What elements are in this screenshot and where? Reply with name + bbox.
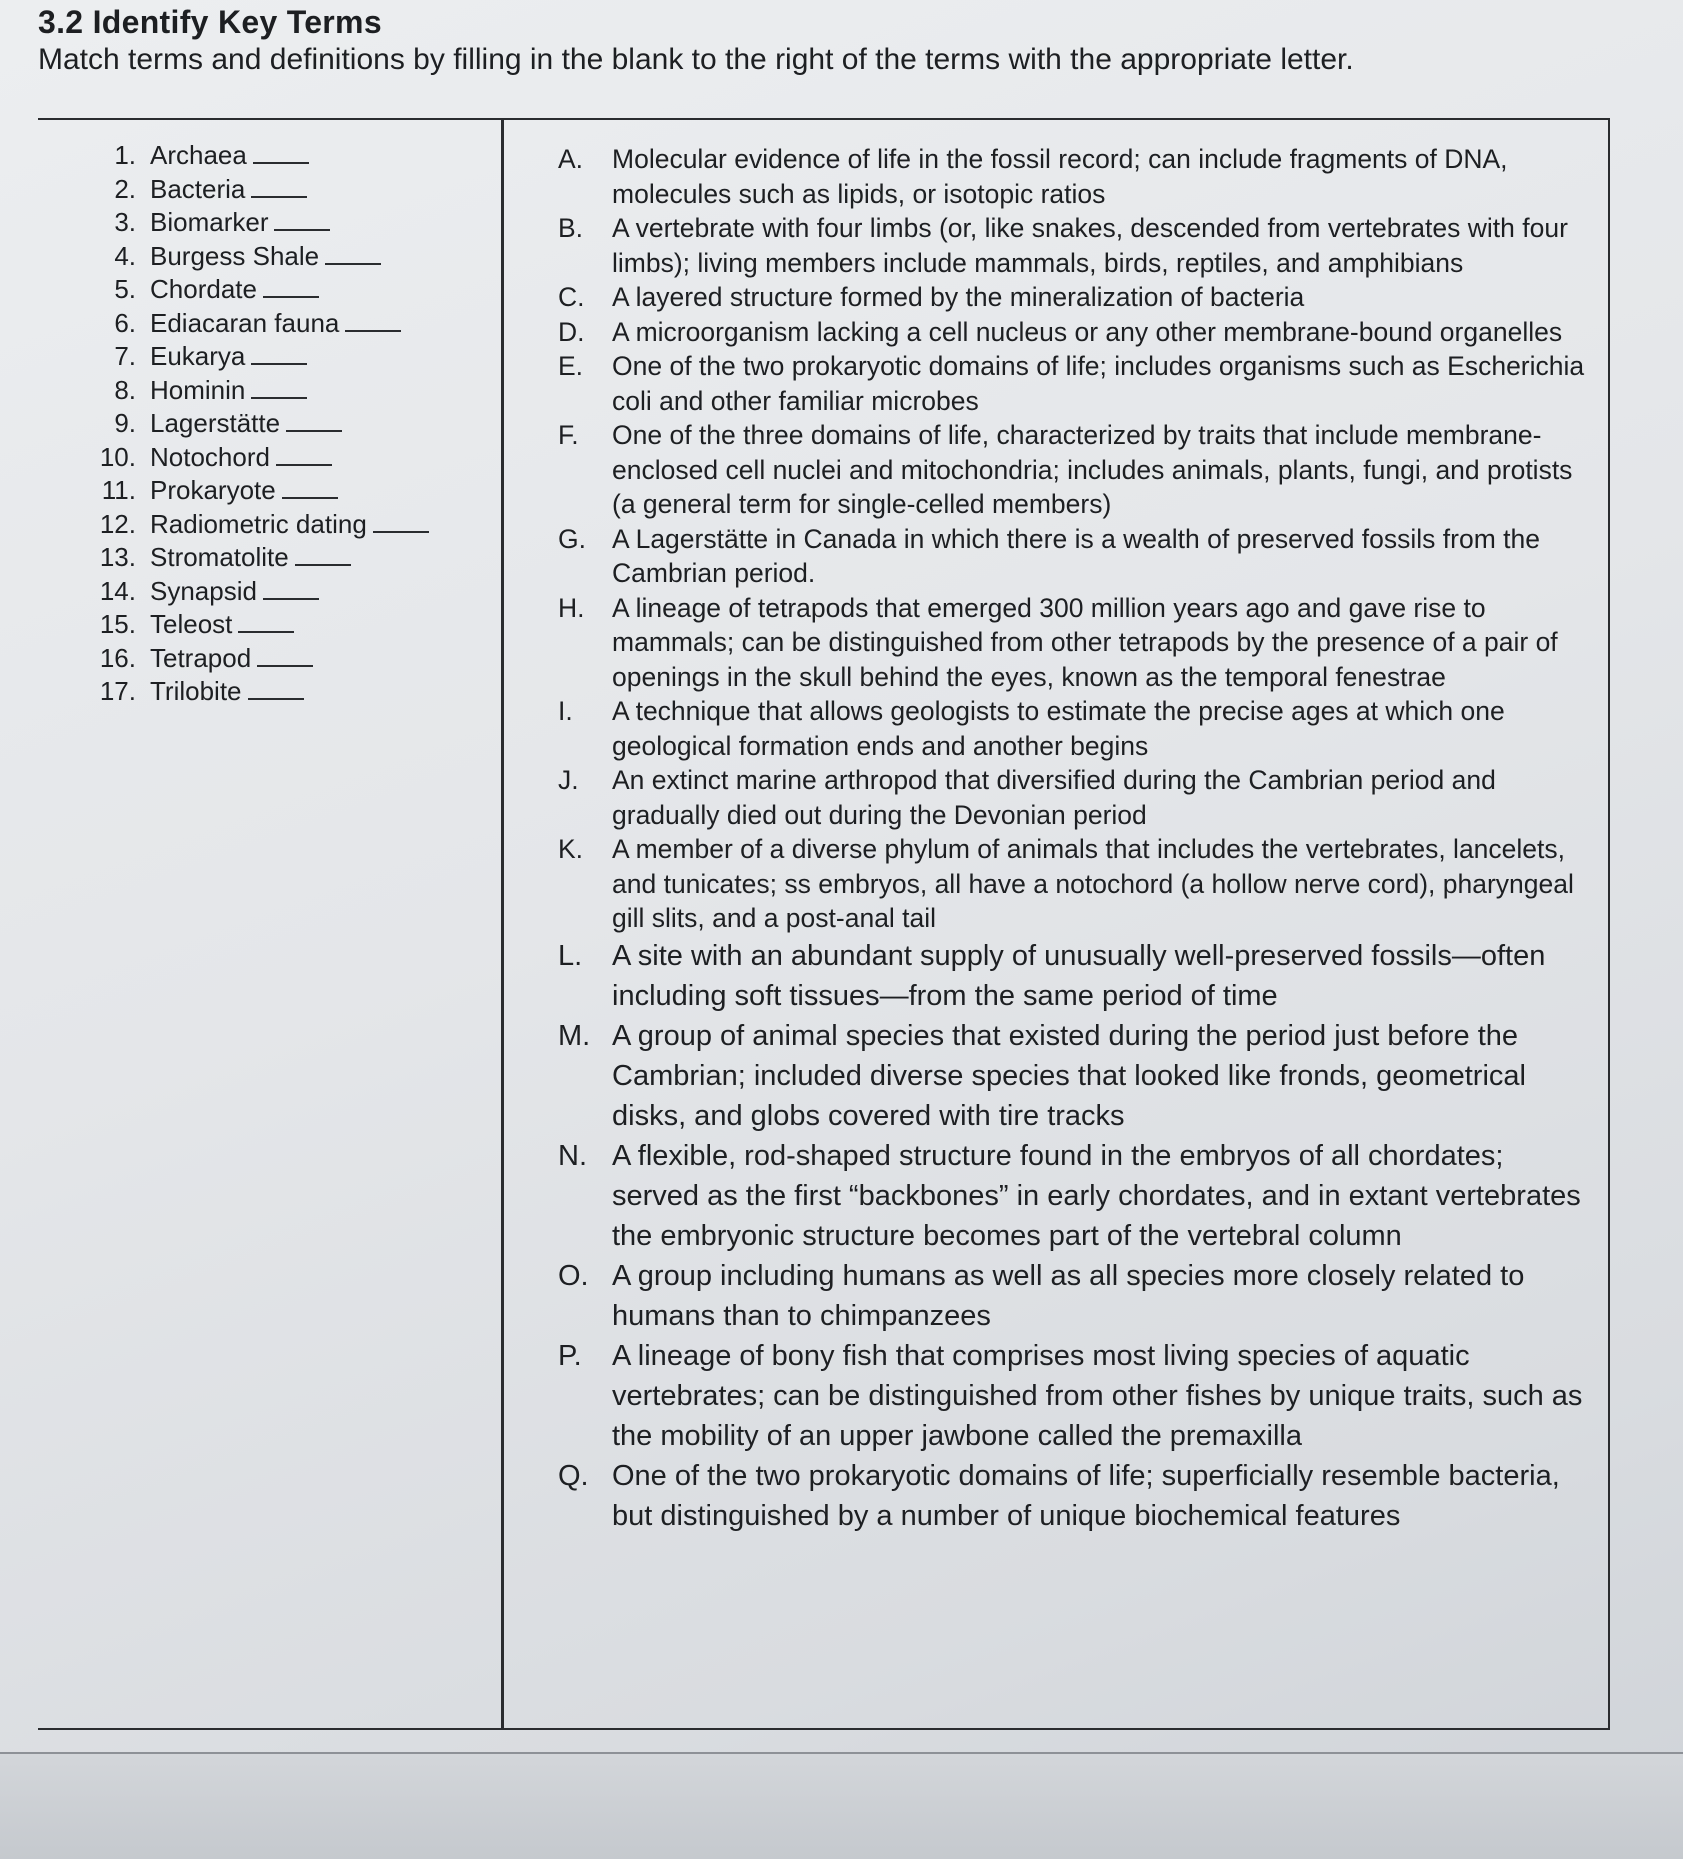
term-row (88, 274, 508, 308)
term-number: 11. (101, 475, 136, 505)
definition-letter: B. (558, 213, 584, 243)
definition-letter: O. (558, 1259, 589, 1292)
definition-row (558, 1336, 1593, 1456)
term-row (88, 408, 508, 442)
definitions-list (558, 142, 1593, 1536)
answer-blank[interactable] (325, 262, 381, 265)
definition-letter: F. (558, 420, 579, 450)
term-number: 10. (99, 441, 136, 472)
definition-text: A flexible, rod-shaped structure found in the embryos of all chordates; served as the first “backbones” in early chordates, and in extant vertebrates the embryonic structure becomes part of the vertebral column (612, 1139, 1581, 1252)
definition-row (558, 1136, 1593, 1256)
term-label: Stromatolite (150, 542, 289, 572)
term-number: 15. (99, 609, 136, 639)
definition-text: A lineage of tetrapods that emerged 300 million years ago and gave rise to mammals; can be distinguished from other tetrapods by the presence of a pair of openings in the skull behind the eyes, known as the temporal fenestrae (612, 592, 1558, 692)
answer-blank[interactable] (238, 630, 294, 633)
definition-text: A vertebrate with four limbs (or, like snakes, descended from vertebrates with four limbs); living members include mammals, birds, reptiles, and amphibians (612, 213, 1568, 278)
answer-blank[interactable] (253, 161, 309, 164)
definition-text: A layered structure formed by the mineralization of bacteria (612, 282, 1305, 312)
definition-text: One of the two prokaryotic domains of life; superficially resemble bacteria, but distinguished by a number of unique biochemical features (612, 1459, 1560, 1532)
term-row (88, 140, 508, 174)
definition-text: A group of animal species that existed during the period just before the Cambrian; included diverse species that looked like fronds, geometrical disks, and globs covered with tire tracks (612, 1019, 1526, 1132)
term-label: Ediacaran fauna (150, 307, 340, 338)
definition-letter: P. (558, 1339, 582, 1372)
definition-letter: D. (558, 316, 585, 347)
matching-table (38, 118, 1610, 1730)
definition-letter: N. (558, 1139, 587, 1172)
answer-blank[interactable] (251, 195, 307, 198)
term-label: Hominin (150, 374, 246, 405)
term-number: 9. (114, 408, 136, 438)
definition-text: One of the two prokaryotic domains of life; includes organisms such as Escherichia coli and other familiar microbes (612, 351, 1585, 416)
term-number: 8. (114, 374, 136, 405)
answer-blank[interactable] (295, 563, 351, 566)
definition-row (558, 1256, 1593, 1336)
definition-letter: I. (558, 696, 573, 726)
instructions-text: Match terms and definitions by filling in the blank to the right of the terms with the appropriate letter. (38, 43, 1354, 76)
definition-row (558, 1456, 1593, 1536)
term-row (88, 341, 508, 375)
definition-row (558, 280, 1593, 315)
definition-row (558, 591, 1593, 695)
term-label: Archaea (150, 140, 247, 170)
definition-row (558, 936, 1593, 1016)
definition-row (558, 763, 1593, 832)
definition-row (558, 832, 1593, 936)
definition-row (558, 418, 1593, 522)
definition-letter: L. (558, 939, 583, 972)
term-number: 5. (114, 274, 136, 304)
term-label: Biomarker (150, 207, 269, 237)
definition-letter: M. (558, 1019, 591, 1052)
term-label: Prokaryote (150, 475, 276, 505)
definition-text: A technique that allows geologists to estimate the precise ages at which one geological formation ends and another begins (612, 696, 1505, 761)
term-label: Notochord (150, 441, 270, 472)
answer-blank[interactable] (276, 463, 332, 466)
term-number: 16. (99, 642, 136, 673)
definition-text: Molecular evidence of life in the fossil record; can include fragments of DNA, molecules such as lipids, or isotopic ratios (612, 144, 1508, 209)
term-row (88, 509, 508, 543)
definition-text: A member of a diverse phylum of animals that includes the vertebrates, lancelets, and tunicates; ss embryos, all have a notochord (a hollow nerve cord), pharyngeal gill slits, and a post-anal tail (612, 834, 1574, 933)
term-number: 17. (99, 676, 136, 706)
terms-list (88, 140, 508, 710)
definition-text: A microorganism lacking a cell nucleus or any other membrane-bound organelles (612, 316, 1563, 347)
definition-letter: E. (558, 351, 584, 381)
answer-blank[interactable] (257, 664, 313, 667)
term-row (88, 643, 508, 677)
definition-letter: C. (558, 282, 585, 312)
term-number: 12. (99, 508, 136, 539)
definition-row (558, 315, 1593, 350)
term-row (88, 475, 508, 509)
definition-text: One of the three domains of life, characterized by traits that include membrane-enclosed cell nuclei and mitochondria; includes animals, plants, fungi, and protists (a general term for single-celled members) (612, 420, 1573, 519)
definition-letter: J. (558, 765, 579, 795)
answer-blank[interactable] (251, 396, 307, 399)
definition-row (558, 694, 1593, 763)
definition-text: An extinct marine arthropod that diversified during the Cambrian period and gradually died out during the Devonian period (612, 765, 1496, 830)
term-number: 1. (114, 140, 136, 170)
page-bottom-shadow (0, 1754, 1683, 1859)
term-label: Bacteria (150, 173, 246, 204)
answer-blank[interactable] (263, 295, 319, 298)
answer-blank[interactable] (345, 329, 401, 332)
definition-text: A lineage of bony fish that comprises most living species of aquatic vertebrates; can be distinguished from other fishes by unique traits, such as the mobility of an upper jawbone called the premaxilla (612, 1339, 1583, 1452)
answer-blank[interactable] (373, 530, 429, 533)
term-number: 2. (114, 173, 136, 204)
definition-row (558, 522, 1593, 591)
definition-row (558, 211, 1593, 280)
term-number: 6. (114, 307, 136, 338)
section-heading: 3.2 Identify Key Terms (38, 4, 382, 40)
term-row (88, 174, 508, 208)
term-number: 7. (114, 341, 136, 371)
term-label: Lagerstätte (150, 408, 281, 438)
definition-letter: H. (558, 592, 585, 623)
term-row (88, 308, 508, 342)
definition-row (558, 349, 1593, 418)
term-row (88, 576, 508, 610)
term-label: Burgess Shale (150, 240, 320, 271)
term-label: Teleost (150, 609, 233, 639)
answer-blank[interactable] (251, 362, 307, 365)
definition-text: A Lagerstätte in Canada in which there is a wealth of preserved fossils from the Cambrian period. (612, 523, 1540, 588)
term-row (88, 375, 508, 409)
definition-letter: G. (558, 523, 586, 554)
term-number: 13. (99, 542, 136, 572)
term-number: 3. (114, 207, 136, 237)
answer-blank[interactable] (274, 228, 330, 231)
definition-letter: K. (558, 834, 584, 864)
term-row (88, 207, 508, 241)
term-number: 4. (114, 240, 136, 271)
term-label: Chordate (150, 274, 257, 304)
definition-letter: A. (558, 144, 584, 174)
term-row (88, 676, 508, 710)
answer-blank[interactable] (282, 496, 338, 499)
term-label: Tetrapod (150, 642, 252, 673)
answer-blank[interactable] (263, 597, 319, 600)
term-label: Trilobite (150, 676, 242, 706)
term-number: 14. (99, 575, 136, 606)
term-row (88, 241, 508, 275)
term-label: Synapsid (150, 575, 257, 606)
term-label: Radiometric dating (150, 508, 367, 539)
term-label: Eukarya (150, 341, 246, 371)
term-row (88, 442, 508, 476)
definition-row (558, 142, 1593, 211)
term-row (88, 609, 508, 643)
definition-row (558, 1016, 1593, 1136)
definition-text: A site with an abundant supply of unusually well-preserved fossils—often including soft tissues—from the same period of time (612, 939, 1546, 1012)
answer-blank[interactable] (248, 697, 304, 700)
definition-letter: Q. (558, 1459, 589, 1492)
term-row (88, 542, 508, 576)
definition-text: A group including humans as well as all species more closely related to humans than to chimpanzees (612, 1259, 1525, 1332)
answer-blank[interactable] (286, 429, 342, 432)
